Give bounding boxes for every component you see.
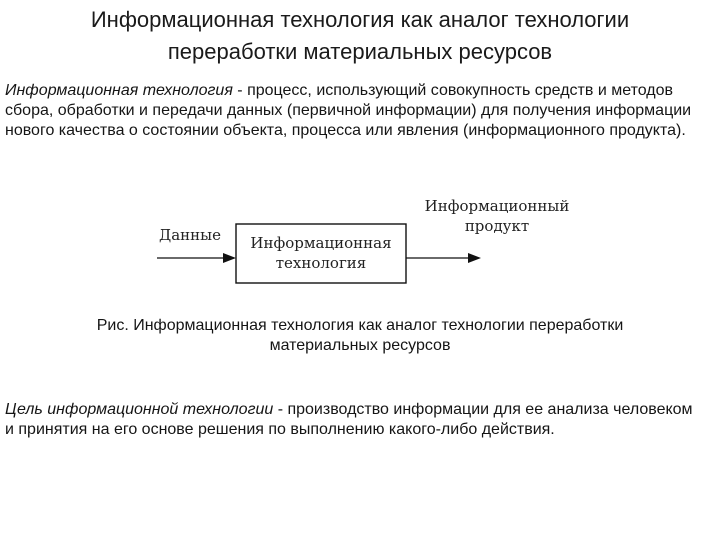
- goal-paragraph: [5, 400, 705, 440]
- box-label-line-2: технология: [275, 254, 367, 272]
- input-label: Данные: [159, 226, 221, 244]
- definition-term: Информационная технология: [5, 82, 233, 99]
- title-line-1: Информационная технология как аналог технологии: [90, 7, 630, 32]
- caption-line-1: Рис. Информационная технология как аналог технологии переработки: [96, 317, 624, 334]
- caption-line-2: материальных ресурсов: [269, 337, 451, 354]
- input-arrowhead: [223, 253, 236, 263]
- title-line-2: переработки материальных ресурсов: [167, 39, 553, 64]
- goal-term: Цель информационной технологии: [5, 401, 274, 418]
- box-label-line-1: Информационная: [250, 234, 392, 252]
- definition-text: - процесс, использующий совокупность средств и методов сбора, обработки и передачи данных (первичной информации) для получения информации нового качества о состоянии объекта, процесса или явления (информационного продукта).: [5, 82, 692, 139]
- goal-text: - производство информации для ее анализа человеком и принятия на его основе решения по выполнению какого-либо действия.: [5, 401, 693, 438]
- figure-caption: [40, 316, 680, 356]
- output-arrowhead: [468, 253, 481, 263]
- output-label-line-2: продукт: [464, 217, 530, 235]
- output-label-line-1: Информационный: [424, 197, 570, 215]
